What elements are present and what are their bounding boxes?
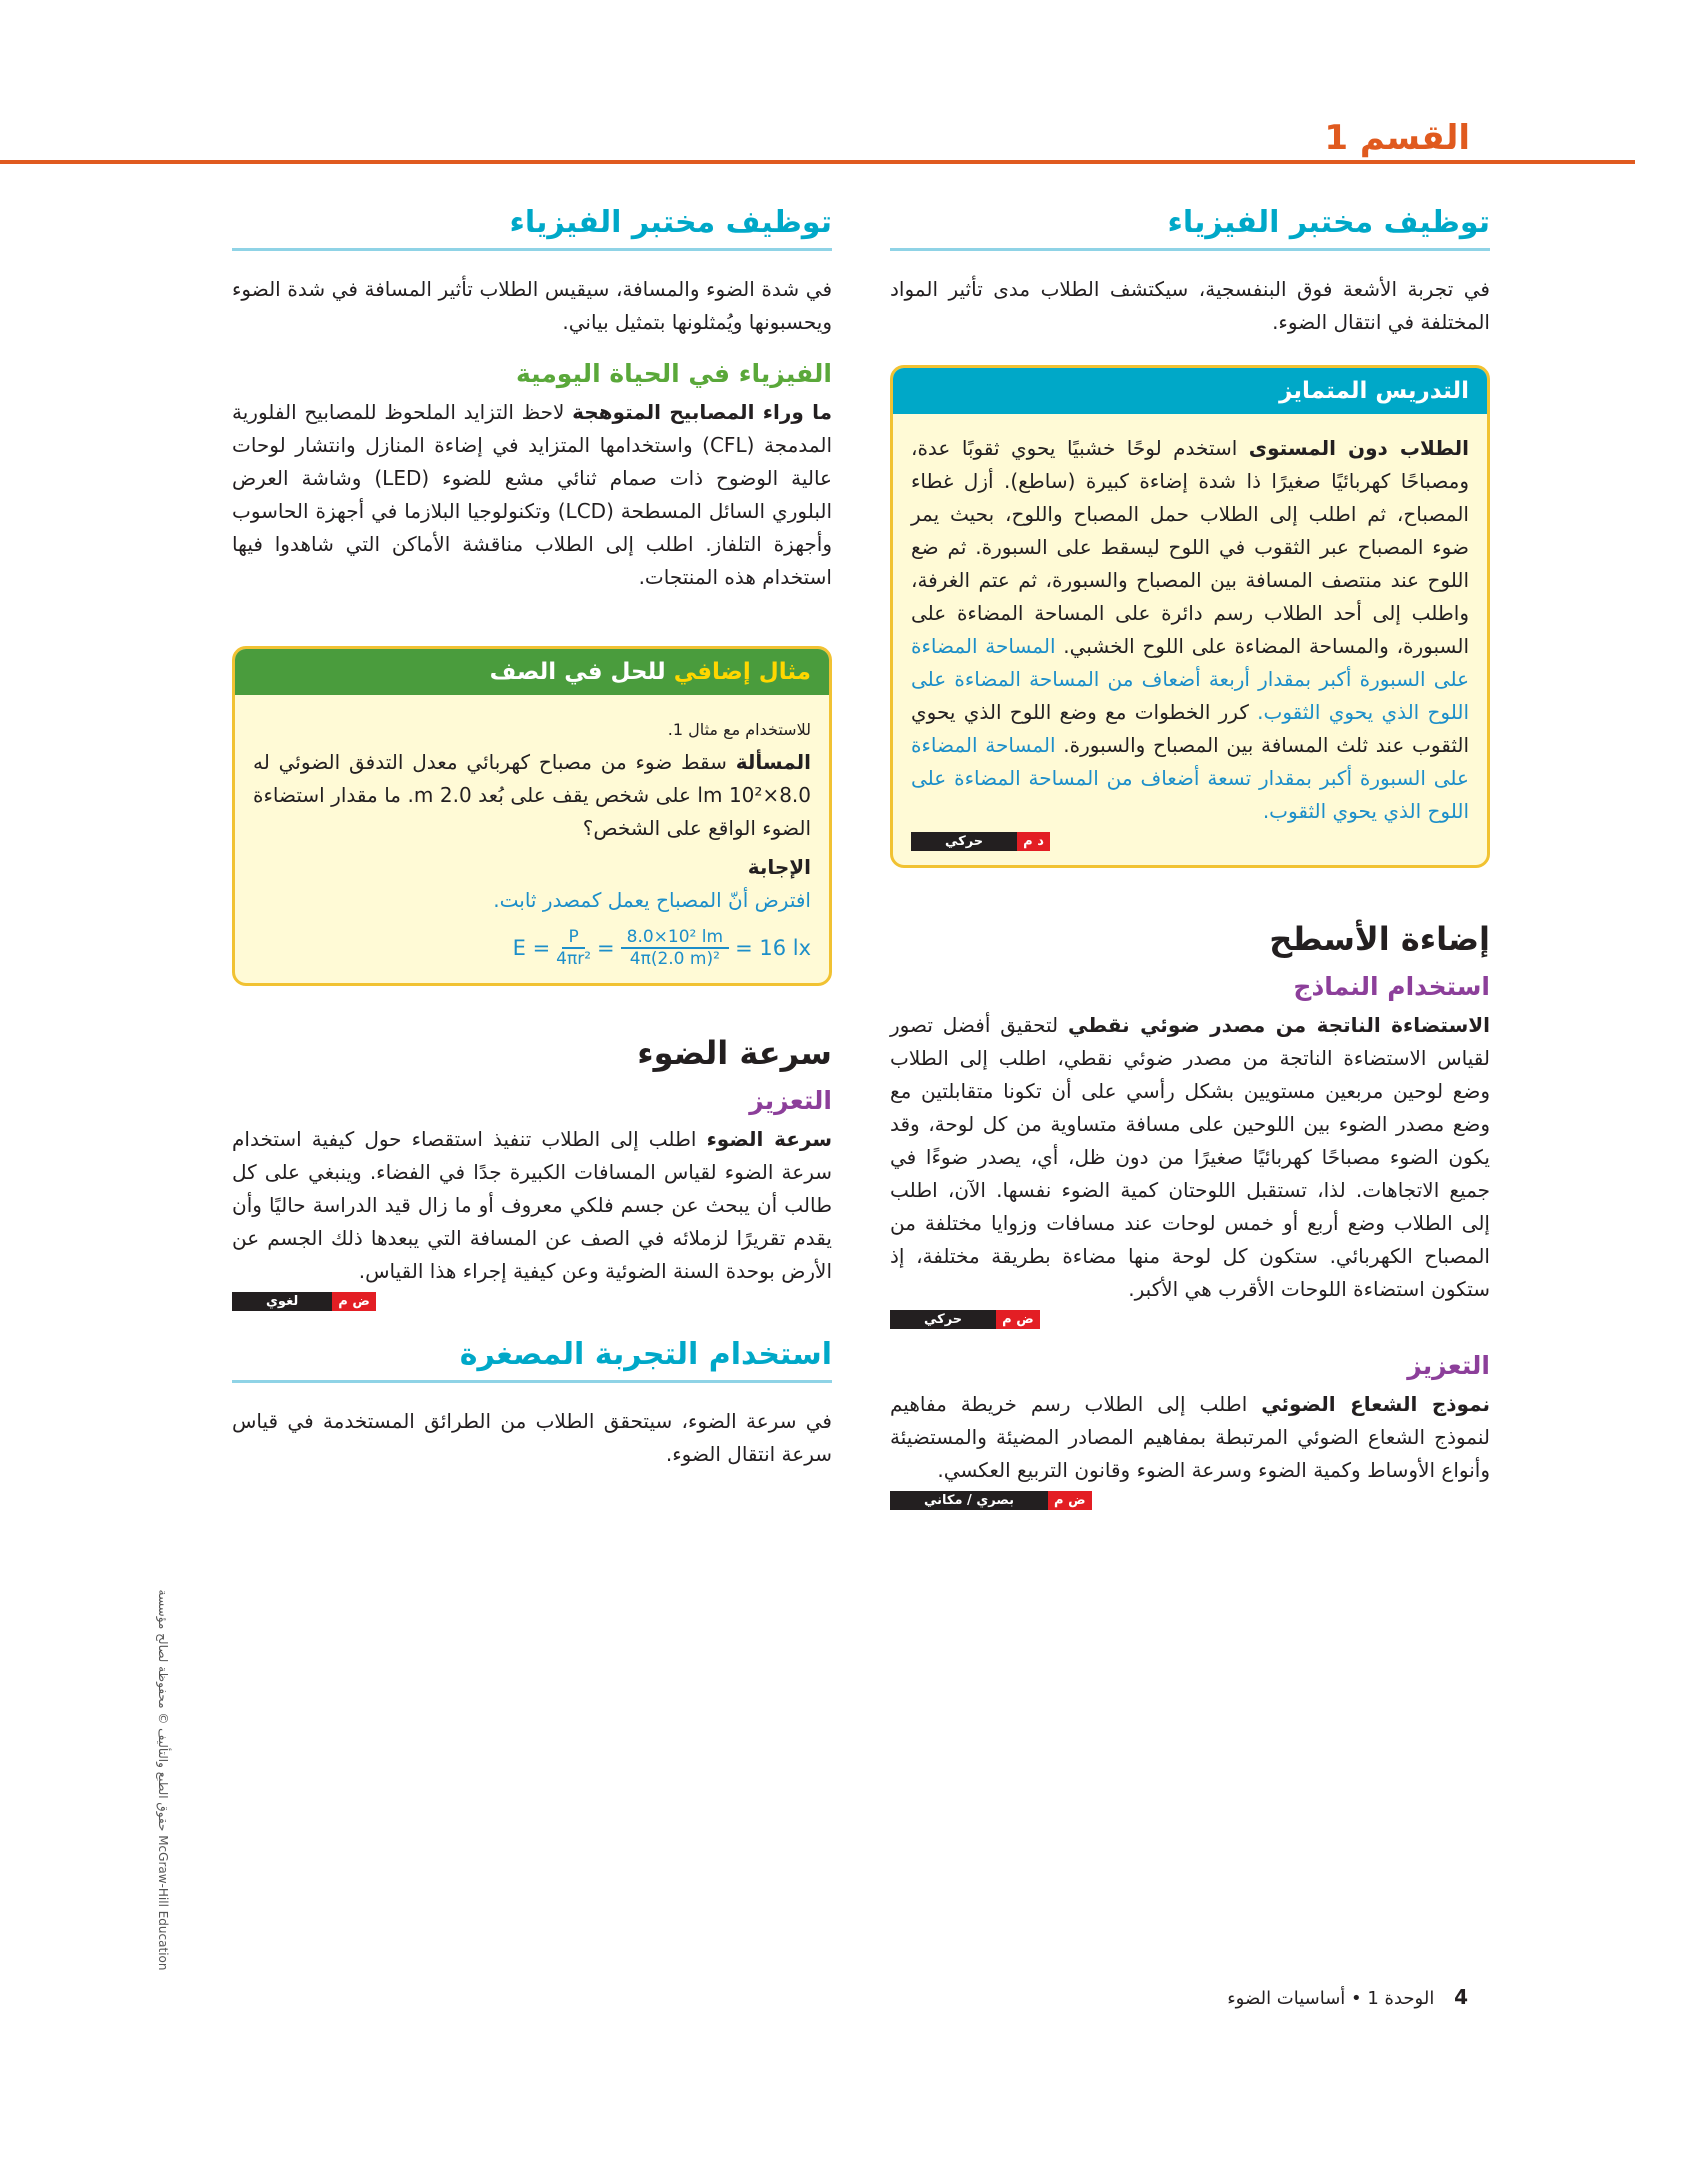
header-rest: للحل في الصف (489, 659, 666, 685)
reinforce-heading: التعزيز (1407, 1351, 1490, 1380)
learning-style-tags (911, 832, 1469, 851)
left-column (232, 205, 832, 1471)
page-footer (1227, 1985, 1468, 2009)
answer-text: المساحة المضاءة على السبورة أكبر بمقدار تسعة أضعاف من المساحة المضاءة على اللوح الذي يحوي الثقوب. (911, 733, 1469, 823)
daily-life-text (232, 396, 832, 594)
use-with-note: للاستخدام مع مثال 1. (667, 720, 811, 739)
level-tag: د م (1017, 832, 1050, 851)
learning-style-tags (890, 1310, 1490, 1329)
style-tag: حركي (911, 832, 1017, 851)
models-text (890, 1009, 1490, 1306)
lab-title: توظيف مختبر الفيزياء (890, 205, 1490, 251)
problem-text (253, 746, 811, 845)
style-tag: لغوي (232, 1292, 332, 1311)
formula-result: = 16 lx (735, 936, 811, 960)
surface-illumination-heading: إضاءة الأسطح (1269, 920, 1490, 958)
learning-style-tags (890, 1491, 1490, 1510)
speed-of-light-heading: سرعة الضوء (637, 1034, 832, 1072)
lead-label: سرعة الضوء (706, 1127, 833, 1151)
illuminance-formula (253, 927, 811, 969)
right-column (890, 205, 1490, 1510)
copyright-text: حقوق الطبع والتأليف © محفوظة لصالح مؤسسة McGraw-Hill Education (156, 1589, 170, 1971)
fraction (556, 927, 591, 969)
answer-label: الإجابة (747, 855, 811, 879)
reinforce-text (890, 1388, 1490, 1487)
box-header (235, 649, 829, 695)
box-text (911, 432, 1469, 828)
instruction-text: استخدم لوحًا خشبيًا يحوي ثقوبًا عدة، ومصباحًا كهربائيًا صغيرًا ذا شدة إضاءة كبيرة (ساطع). أزل غطاء المصباح، ثم اطلب إلى الطلاب حمل المصباح واللوح، بحيث يمر ضوء المصباح عبر الثقوب في اللوح ليسقط على السبورة. ثم ضع اللوح عند منتصف المسافة بين المصباح والسبورة، ثم عتم الغرفة، واطلب إلى أحد الطلاب رسم دائرة على المساحة المضاءة على السبورة، والمساحة المضاءة على اللوح الخشبي. (911, 436, 1470, 658)
speed-text (232, 1123, 832, 1288)
denominator: 4π(2.0 m)² (629, 949, 720, 969)
box-header: التدريس المتمايز (893, 368, 1487, 414)
instruction-text: كرر الخطوات مع وضع اللوح الذي يحوي الثقوب عند ثلث المسافة بين المصباح والسبورة. (911, 700, 1469, 757)
lead-label: الطلاب دون المستوى (1248, 436, 1470, 460)
level-tag: ض م (1048, 1491, 1092, 1510)
speed-body: اطلب إلى الطلاب تنفيذ استقصاء حول كيفية استخدام سرعة الضوء لقياس المسافات الكبيرة جدًا في الفضاء. وينبغي على كل طالب أن يبحث عن جسم فلكي معروف أو ما زال قيد الدراسة حاليًا وأن يقدم تقريرًا لزملائه في الصف عن المسافة التي يبعدها ذلك الجسم عن الأرض بوحدة السنة الضوئية وعن كيفية إجراء هذا القياس. (232, 1127, 832, 1283)
models-body: لتحقيق أفضل تصور لقياس الاستضاءة الناتجة من مصدر ضوئي نقطي، اطلب إلى الطلاب وضع لوحين مربعين مستويين بشكل رأسي على أن تكونا متقابلتين مع وضع مصدر الضوء بين اللوحين على مسافة متساوية من كل لوحة، وقد يكون الضوء مصباحًا كهربائيًا صغيرًا من دون ظل، أي، يصدر ضوءًا في جميع الاتجاهات. لذا، تستقبل اللوحتان كمية الضوء نفسها. الآن، اطلب إلى الطلاب وضع أربع أو خمس لوحات عند مسافات وزوايا مختلفة من المصباح الكهربائي. ستكون كل لوحة منها مضاءة بطريقة مختلفة، إذ ستكون استضاءة اللوحات الأقرب هي الأكبر. (890, 1013, 1490, 1301)
section-title: القسم 1 (1324, 118, 1470, 158)
problem-label: المسألة (735, 750, 811, 774)
mini-lab-title: استخدام التجربة المصغرة (232, 1337, 832, 1383)
lead-label: الاستضاءة الناتجة من مصدر ضوئي نقطي (1067, 1013, 1491, 1037)
reinforce-heading: التعزيز (749, 1086, 832, 1115)
page-number: 4 (1454, 1985, 1468, 2009)
header-divider (0, 160, 1635, 164)
style-tag: حركي (890, 1310, 996, 1329)
mini-lab-text: في سرعة الضوء، سيتحقق الطلاب من الطرائق المستخدمة في قياس سرعة انتقال الضوء. (232, 1409, 832, 1466)
equals-sign: = (597, 936, 615, 960)
models-heading: استخدام النماذج (1293, 972, 1490, 1001)
style-tag: بصري / مكاني (890, 1491, 1048, 1510)
lab-title: توظيف مختبر الفيزياء (232, 205, 832, 251)
reinforce-body: اطلب إلى الطلاب رسم خريطة مفاهيم لنموذج الشعاع الضوئي المرتبطة بمفاهيم المصادر المضيئة والمستضيئة وأنواع الأوساط وكمية الضوء وسرعة الضوء وقانون التربيع العكسي. (890, 1392, 1490, 1482)
daily-life-body: لاحظ التزايد الملحوظ للمصابيح الفلورية المدمجة (CFL) واستخدامها المتزايد في إضاءة المنازل وانتشار لوحات عالية الوضوح ذات صمام ثنائي مشع للضوء (LED) وشاشة العرض البلوري السائل المسطحة (LCD) وتكنولوجيا البلازما في أجهزة الحاسوب وأجهزة التلفاز. اطلب إلى الطلاب مناقشة الأماكن التي شاهدوا فيها استخدام هذه المنتجات. (232, 400, 833, 589)
level-tag: ض م (332, 1292, 376, 1311)
formula-lhs: E = (512, 936, 551, 960)
additional-example-box (232, 646, 832, 986)
fraction (621, 927, 729, 969)
lab-text: في شدة الضوء والمسافة، سيقيس الطلاب تأثير المسافة في شدة الضوء ويحسبونها ويُمثلونها بتمثيل بياني. (232, 277, 832, 334)
header-highlight: مثال إضافي (673, 659, 811, 685)
footer-text: الوحدة 1 • أساسيات الضوء (1227, 1988, 1435, 2009)
denominator: 4πr² (556, 949, 592, 969)
answer-text: افترض أنّ المصباح يعمل كمصدر ثابت. (493, 888, 811, 912)
numerator: P (562, 927, 584, 949)
differentiated-instruction-box (890, 365, 1490, 868)
numerator: 8.0×10² lm (621, 927, 729, 949)
level-tag: ض م (996, 1310, 1040, 1329)
answer-text: المساحة المضاءة على السبورة أكبر بمقدار أربعة أضعاف من المساحة المضاءة على اللوح الذي يحوي الثقوب. (911, 634, 1470, 724)
learning-style-tags (232, 1292, 832, 1311)
lead-label: ما وراء المصابيح المتوهجة (572, 400, 832, 424)
problem-body: سقط ضوء من مصباح كهربائي معدل التدفق الضوئي له 8.0×10² lm على شخص يقف على بُعد 2.0 m. ما مقدار استضاءة الضوء الواقع على الشخص؟ (253, 750, 811, 840)
lead-label: نموذج الشعاع الضوئي (1261, 1392, 1490, 1416)
daily-life-heading: الفيزياء في الحياة اليومية (515, 359, 832, 388)
lab-text: في تجربة الأشعة فوق البنفسجية، سيكتشف الطلاب مدى تأثير المواد المختلفة في انتقال الضوء. (890, 277, 1490, 334)
